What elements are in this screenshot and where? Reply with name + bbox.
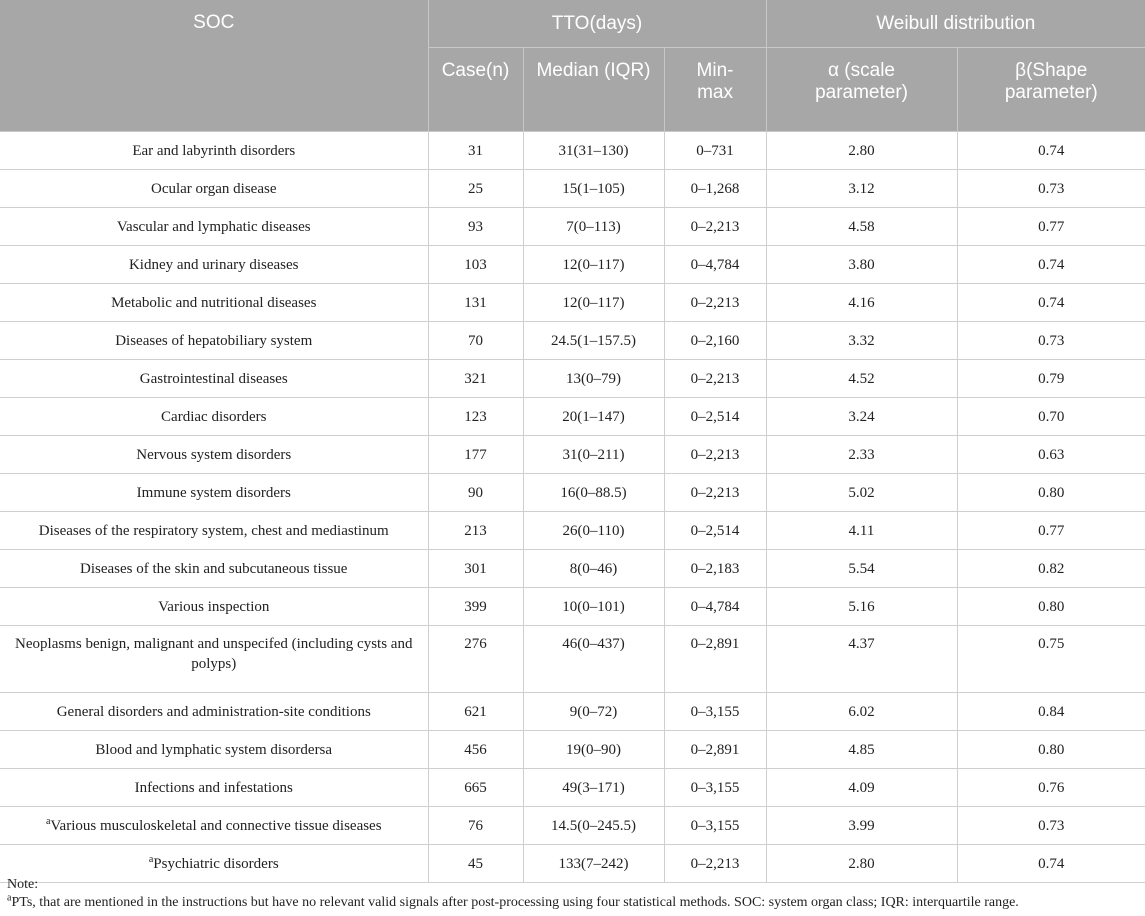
- beta-value: 0.73: [1038, 332, 1065, 349]
- cell-alpha: [766, 588, 957, 626]
- alpha-value: 4.37: [848, 636, 875, 652]
- minmax-value: 0–2,514: [690, 522, 740, 539]
- median-value: 20(1–147): [562, 408, 625, 425]
- cell-minmax: [664, 360, 766, 398]
- cell-beta: [957, 436, 1145, 474]
- cell-soc: [0, 322, 428, 360]
- cell-median: [523, 474, 664, 512]
- cell-alpha: [766, 246, 957, 284]
- table-row: [0, 284, 1145, 322]
- cell-case: [428, 807, 523, 845]
- cell-beta: [957, 132, 1145, 170]
- cell-soc: [0, 626, 428, 693]
- median-value: 15(1–105): [562, 180, 625, 197]
- case-value: 621: [464, 703, 487, 720]
- cell-median: [523, 360, 664, 398]
- cell-case: [428, 398, 523, 436]
- median-value: 24.5(1–157.5): [551, 332, 636, 349]
- table-row: [0, 398, 1145, 436]
- cell-median: [523, 807, 664, 845]
- cell-minmax: [664, 807, 766, 845]
- cell-minmax: [664, 731, 766, 769]
- median-value: 46(0–437): [562, 636, 625, 652]
- beta-value: 0.80: [1038, 484, 1065, 501]
- cell-alpha: [766, 436, 957, 474]
- soc-value: Diseases of the skin and subcutaneous tissue: [80, 560, 348, 577]
- cell-beta: [957, 626, 1145, 693]
- table-row: [0, 769, 1145, 807]
- cell-median: [523, 436, 664, 474]
- beta-value: 0.79: [1038, 370, 1065, 387]
- beta-value: 0.75: [1038, 636, 1065, 652]
- minmax-value: 0–2,514: [690, 408, 740, 425]
- table-row: [0, 208, 1145, 246]
- cell-soc: [0, 170, 428, 208]
- alpha-value: 2.80: [848, 855, 875, 872]
- minmax-value: 0–2,183: [690, 560, 740, 577]
- cell-case: [428, 322, 523, 360]
- case-value: 25: [468, 180, 483, 197]
- cell-soc: [0, 360, 428, 398]
- beta-value: 0.77: [1038, 522, 1065, 539]
- cell-alpha: [766, 398, 957, 436]
- table-row: [0, 436, 1145, 474]
- alpha-value: 3.99: [848, 817, 875, 834]
- cell-soc: [0, 132, 428, 170]
- beta-value: 0.73: [1038, 180, 1065, 197]
- cell-minmax: [664, 246, 766, 284]
- minmax-value: 0–2,213: [690, 446, 740, 463]
- note-text: PTs, that are mentioned in the instructions but have no relevant valid signals after post-processing using four statistical methods. SOC: system organ class; IQR: interquartile range.: [11, 895, 1019, 910]
- cell-soc: [0, 474, 428, 512]
- median-value: 9(0–72): [569, 703, 618, 720]
- table-row: [0, 550, 1145, 588]
- case-value: 45: [468, 855, 483, 872]
- cell-soc: [0, 208, 428, 246]
- cell-beta: [957, 807, 1145, 845]
- alpha-value: 2.33: [848, 446, 875, 463]
- case-value: 456: [464, 741, 487, 758]
- case-value: 399: [464, 598, 487, 615]
- table-row: [0, 512, 1145, 550]
- case-value: 131: [464, 294, 487, 311]
- cell-minmax: [664, 769, 766, 807]
- cell-median: [523, 132, 664, 170]
- cell-minmax: [664, 550, 766, 588]
- cell-soc: [0, 731, 428, 769]
- cell-case: [428, 208, 523, 246]
- median-value: 31(0–211): [562, 446, 625, 463]
- table-row: [0, 474, 1145, 512]
- minmax-value: 0–2,213: [690, 370, 740, 387]
- median-value: 8(0–46): [569, 560, 618, 577]
- table-body: [0, 132, 1145, 883]
- case-value: 70: [468, 332, 483, 349]
- cell-soc: [0, 398, 428, 436]
- beta-value: 0.84: [1038, 703, 1065, 720]
- minmax-value: 0–4,784: [690, 598, 740, 615]
- cell-case: [428, 360, 523, 398]
- cell-beta: [957, 170, 1145, 208]
- cell-case: [428, 769, 523, 807]
- cell-beta: [957, 731, 1145, 769]
- cell-beta: [957, 693, 1145, 731]
- beta-value: 0.70: [1038, 408, 1065, 425]
- cell-beta: [957, 246, 1145, 284]
- cell-median: [523, 246, 664, 284]
- beta-value: 0.74: [1038, 256, 1065, 273]
- case-value: 321: [464, 370, 487, 387]
- soc-value: Ear and labyrinth disorders: [132, 142, 296, 159]
- cell-alpha: [766, 731, 957, 769]
- cell-soc: [0, 693, 428, 731]
- cell-median: [523, 398, 664, 436]
- cell-beta: [957, 284, 1145, 322]
- beta-value: 0.74: [1038, 855, 1065, 872]
- cell-alpha: [766, 284, 957, 322]
- alpha-value: 6.02: [848, 703, 875, 720]
- median-value: 31(31–130): [558, 142, 629, 159]
- table-row: [0, 322, 1145, 360]
- soc-value: Various musculoskeletal and connective tissue diseases: [50, 817, 382, 834]
- cell-case: [428, 132, 523, 170]
- cell-beta: [957, 512, 1145, 550]
- soc-value: Cardiac disorders: [161, 408, 267, 425]
- soc-value: Immune system disorders: [136, 484, 291, 501]
- header-case: Case(n): [428, 48, 523, 132]
- beta-value: 0.82: [1038, 560, 1065, 577]
- median-value: 12(0–117): [562, 256, 625, 273]
- median-value: 7(0–113): [566, 218, 621, 235]
- soc-value: Infections and infestations: [134, 779, 293, 796]
- table-note: [7, 876, 1019, 912]
- cell-case: [428, 512, 523, 550]
- cell-alpha: [766, 512, 957, 550]
- cell-alpha: [766, 322, 957, 360]
- case-value: 90: [468, 484, 483, 501]
- soc-value: General disorders and administration-site conditions: [56, 703, 371, 720]
- header-tto: TTO(days): [428, 0, 766, 48]
- case-value: 31: [468, 142, 483, 159]
- cell-minmax: [664, 398, 766, 436]
- cell-median: [523, 693, 664, 731]
- beta-value: 0.74: [1038, 142, 1065, 159]
- minmax-value: 0–731: [696, 142, 734, 159]
- cell-minmax: [664, 588, 766, 626]
- median-value: 49(3–171): [562, 779, 625, 796]
- alpha-value: 4.11: [848, 522, 875, 539]
- cell-alpha: [766, 132, 957, 170]
- cell-case: [428, 693, 523, 731]
- cell-beta: [957, 474, 1145, 512]
- alpha-value: 4.09: [848, 779, 875, 796]
- alpha-value: 5.54: [848, 560, 875, 577]
- cell-beta: [957, 398, 1145, 436]
- median-value: 16(0–88.5): [560, 484, 627, 501]
- header-beta: β(Shape parameter): [957, 48, 1145, 132]
- minmax-value: 0–2,213: [690, 484, 740, 501]
- minmax-value: 0–3,155: [690, 817, 740, 834]
- cell-beta: [957, 322, 1145, 360]
- table-row: [0, 626, 1145, 693]
- minmax-value: 0–3,155: [690, 779, 740, 796]
- cell-median: [523, 731, 664, 769]
- minmax-value: 0–3,155: [690, 703, 740, 720]
- cell-beta: [957, 588, 1145, 626]
- beta-value: 0.80: [1038, 598, 1065, 615]
- minmax-value: 0–1,268: [690, 180, 740, 197]
- cell-median: [523, 512, 664, 550]
- cell-soc: [0, 436, 428, 474]
- alpha-value: 3.80: [848, 256, 875, 273]
- soc-value: Blood and lymphatic system disordersa: [95, 741, 333, 758]
- alpha-value: 4.85: [848, 741, 875, 758]
- table-row: [0, 360, 1145, 398]
- cell-alpha: [766, 360, 957, 398]
- header-minmax: Min-max: [664, 48, 766, 132]
- cell-soc: [0, 588, 428, 626]
- cell-case: [428, 731, 523, 769]
- soc-value: Nervous system disorders: [136, 446, 292, 463]
- case-value: 301: [464, 560, 487, 577]
- cell-soc: [0, 807, 428, 845]
- alpha-value: 4.16: [848, 294, 875, 311]
- soc-value: Neoplasms benign, malignant and unspecifed (including cysts and polyps): [15, 636, 413, 672]
- beta-value: 0.76: [1038, 779, 1065, 796]
- cell-alpha: [766, 693, 957, 731]
- minmax-value: 0–2,891: [690, 636, 740, 652]
- beta-value: 0.74: [1038, 294, 1065, 311]
- cell-case: [428, 284, 523, 322]
- soc-value: Vascular and lymphatic diseases: [116, 218, 311, 235]
- cell-alpha: [766, 474, 957, 512]
- soc-value: Metabolic and nutritional diseases: [111, 294, 317, 311]
- cell-soc: [0, 512, 428, 550]
- cell-minmax: [664, 436, 766, 474]
- cell-beta: [957, 208, 1145, 246]
- beta-value: 0.63: [1038, 446, 1065, 463]
- row-superscript: a: [148, 853, 154, 865]
- alpha-value: 4.52: [848, 370, 875, 387]
- soc-value: Kidney and urinary diseases: [128, 256, 299, 273]
- table-row: [0, 731, 1145, 769]
- minmax-value: 0–4,784: [690, 256, 740, 273]
- cell-alpha: [766, 626, 957, 693]
- median-value: 12(0–117): [562, 294, 625, 311]
- case-value: 665: [464, 779, 487, 796]
- cell-median: [523, 322, 664, 360]
- note-title: Note:: [7, 877, 39, 892]
- cell-case: [428, 626, 523, 693]
- cell-minmax: [664, 322, 766, 360]
- cell-soc: [0, 769, 428, 807]
- header-median: Median (IQR): [523, 48, 664, 132]
- cell-beta: [957, 769, 1145, 807]
- table-row: [0, 807, 1145, 845]
- beta-value: 0.77: [1038, 218, 1065, 235]
- table-row: [0, 246, 1145, 284]
- row-superscript: a: [45, 815, 51, 827]
- case-value: 276: [464, 636, 487, 652]
- minmax-value: 0–2,213: [690, 294, 740, 311]
- cell-case: [428, 588, 523, 626]
- case-value: 76: [468, 817, 483, 834]
- minmax-value: 0–2,213: [690, 855, 740, 872]
- cell-minmax: [664, 170, 766, 208]
- cell-case: [428, 170, 523, 208]
- case-value: 213: [464, 522, 487, 539]
- median-value: 133(7–242): [558, 855, 629, 872]
- cell-case: [428, 550, 523, 588]
- cell-beta: [957, 550, 1145, 588]
- minmax-value: 0–2,213: [690, 218, 740, 235]
- minmax-value: 0–2,160: [690, 332, 740, 349]
- cell-median: [523, 550, 664, 588]
- case-value: 177: [464, 446, 487, 463]
- cell-alpha: [766, 807, 957, 845]
- note-superscript: a: [7, 892, 12, 904]
- table-row: [0, 693, 1145, 731]
- alpha-value: 3.24: [848, 408, 875, 425]
- cell-minmax: [664, 626, 766, 693]
- header-soc: SOC: [0, 0, 428, 132]
- table-row: [0, 132, 1145, 170]
- header-alpha: α (scale parameter): [766, 48, 957, 132]
- case-value: 123: [464, 408, 487, 425]
- soc-value: Ocular organ disease: [150, 180, 277, 197]
- soc-value: Diseases of the respiratory system, chest and mediastinum: [38, 522, 389, 539]
- cell-alpha: [766, 170, 957, 208]
- cell-case: [428, 474, 523, 512]
- cell-alpha: [766, 550, 957, 588]
- case-value: 93: [468, 218, 483, 235]
- beta-value: 0.73: [1038, 817, 1065, 834]
- alpha-value: 4.58: [848, 218, 875, 235]
- note-text-line: [7, 894, 1019, 912]
- soc-value: Diseases of hepatobiliary system: [115, 332, 313, 349]
- cell-minmax: [664, 132, 766, 170]
- cell-median: [523, 284, 664, 322]
- cell-beta: [957, 360, 1145, 398]
- table-row: [0, 588, 1145, 626]
- cell-alpha: [766, 769, 957, 807]
- cell-median: [523, 769, 664, 807]
- header-weibull: Weibull distribution: [766, 0, 1145, 48]
- cell-case: [428, 246, 523, 284]
- cell-soc: [0, 246, 428, 284]
- alpha-value: 3.32: [848, 332, 875, 349]
- minmax-value: 0–2,891: [690, 741, 740, 758]
- cell-case: [428, 436, 523, 474]
- alpha-value: 2.80: [848, 142, 875, 159]
- alpha-value: 5.16: [848, 598, 875, 615]
- cell-minmax: [664, 693, 766, 731]
- median-value: 26(0–110): [562, 522, 625, 539]
- cell-median: [523, 626, 664, 693]
- soc-value: Gastrointestinal diseases: [139, 370, 288, 387]
- cell-median: [523, 588, 664, 626]
- soc-value: Various inspection: [158, 598, 270, 615]
- cell-soc: [0, 550, 428, 588]
- cell-soc: [0, 284, 428, 322]
- cell-minmax: [664, 208, 766, 246]
- case-value: 103: [464, 256, 487, 273]
- cell-median: [523, 170, 664, 208]
- median-value: 19(0–90): [566, 741, 621, 758]
- cell-minmax: [664, 512, 766, 550]
- alpha-value: 5.02: [848, 484, 875, 501]
- alpha-value: 3.12: [848, 180, 875, 197]
- median-value: 10(0–101): [562, 598, 625, 615]
- cell-minmax: [664, 474, 766, 512]
- cell-minmax: [664, 284, 766, 322]
- cell-median: [523, 208, 664, 246]
- median-value: 13(0–79): [566, 370, 621, 387]
- cell-alpha: [766, 208, 957, 246]
- beta-value: 0.80: [1038, 741, 1065, 758]
- table-row: [0, 170, 1145, 208]
- median-value: 14.5(0–245.5): [551, 817, 636, 834]
- soc-value: Psychiatric disorders: [153, 855, 279, 872]
